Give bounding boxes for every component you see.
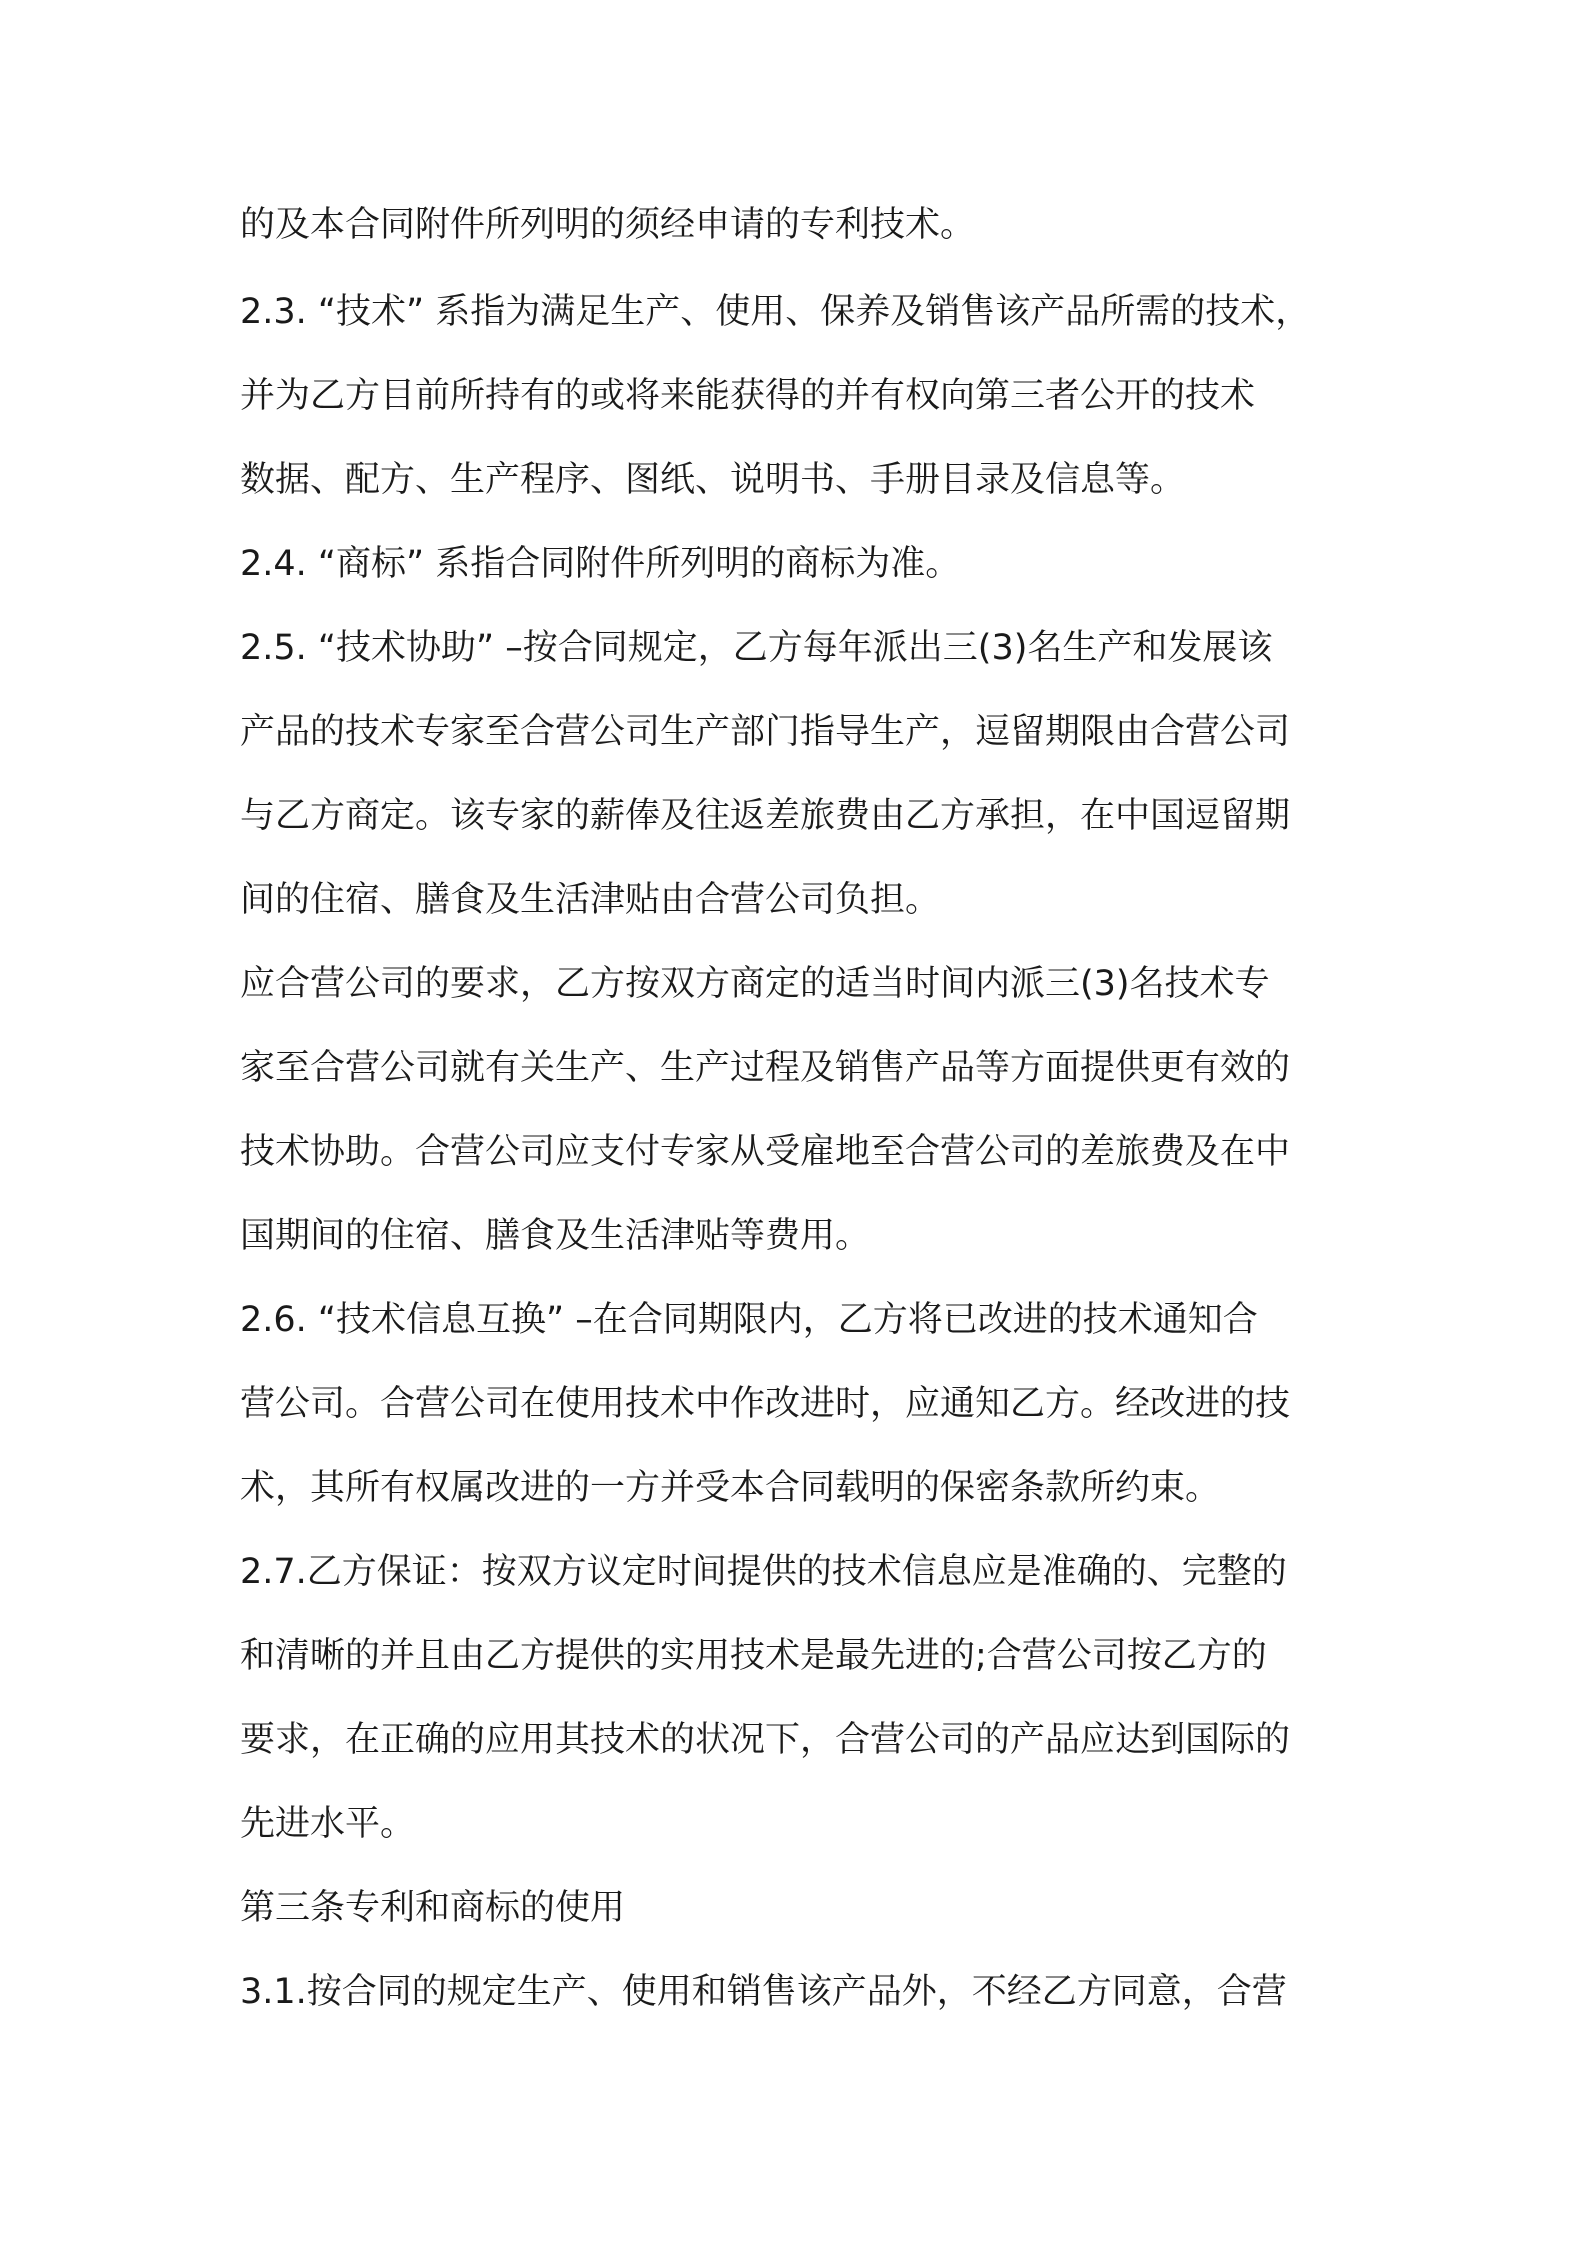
- text-line-22: 3.1.按合同的规定生产、使用和销售该产品外，不经乙方同意，合营: [240, 1972, 1287, 2012]
- text-line-18: 和清晰的并且由乙方提供的实用技术是最先进的;合营公司按乙方的: [240, 1636, 1267, 1676]
- text-line-11: 家至合营公司就有关生产、生产过程及销售产品等方面提供更有效的: [240, 1048, 1291, 1088]
- section-heading: 第三条专利和商标的使用: [240, 1888, 626, 1928]
- text-line-16: 术，其所有权属改进的一方并受本合同载明的保密条款所约束。: [240, 1468, 1221, 1508]
- text-line-9: 间的住宿、膳食及生活津贴由合营公司负担。: [240, 880, 941, 920]
- text-line-13: 国期间的住宿、膳食及生活津贴等费用。: [240, 1216, 871, 1256]
- text-line-5: 2.4. “商标” 系指合同附件所列明的商标为准。: [240, 544, 961, 584]
- text-line-10: 应合营公司的要求，乙方按双方商定的适当时间内派三(3)名技术专: [240, 964, 1270, 1004]
- text-line-14: 2.6. “技术信息互换” –在合同期限内，乙方将已改进的技术通知合: [240, 1300, 1258, 1340]
- text-line-1: 的及本合同附件所列明的须经申请的专利技术。: [240, 205, 976, 245]
- text-line-17: 2.7.乙方保证：按双方议定时间提供的技术信息应是准确的、完整的: [240, 1552, 1287, 1592]
- text-line-8: 与乙方商定。该专家的薪俸及往返差旅费由乙方承担，在中国逗留期: [240, 796, 1291, 836]
- text-line-7: 产品的技术专家至合营公司生产部门指导生产，逗留期限由合营公司: [240, 712, 1291, 752]
- text-line-3: 并为乙方目前所持有的或将来能获得的并有权向第三者公开的技术: [240, 376, 1256, 416]
- text-line-15: 营公司。合营公司在使用技术中作改进时，应通知乙方。经改进的技: [240, 1384, 1291, 1424]
- text-line-20: 先进水平。: [240, 1804, 416, 1844]
- text-line-12: 技术协助。合营公司应支付专家从受雇地至合营公司的差旅费及在中: [240, 1132, 1291, 1172]
- text-line-4: 数据、配方、生产程序、图纸、说明书、手册目录及信息等。: [240, 460, 1186, 500]
- text-line-19: 要求，在正确的应用其技术的状况下，合营公司的产品应达到国际的: [240, 1720, 1291, 1760]
- text-line-2: 2.3. “技术” 系指为满足生产、使用、保养及销售该产品所需的技术，: [240, 292, 1311, 332]
- text-line-6: 2.5. “技术协助” –按合同规定，乙方每年派出三(3)名生产和发展该: [240, 628, 1273, 668]
